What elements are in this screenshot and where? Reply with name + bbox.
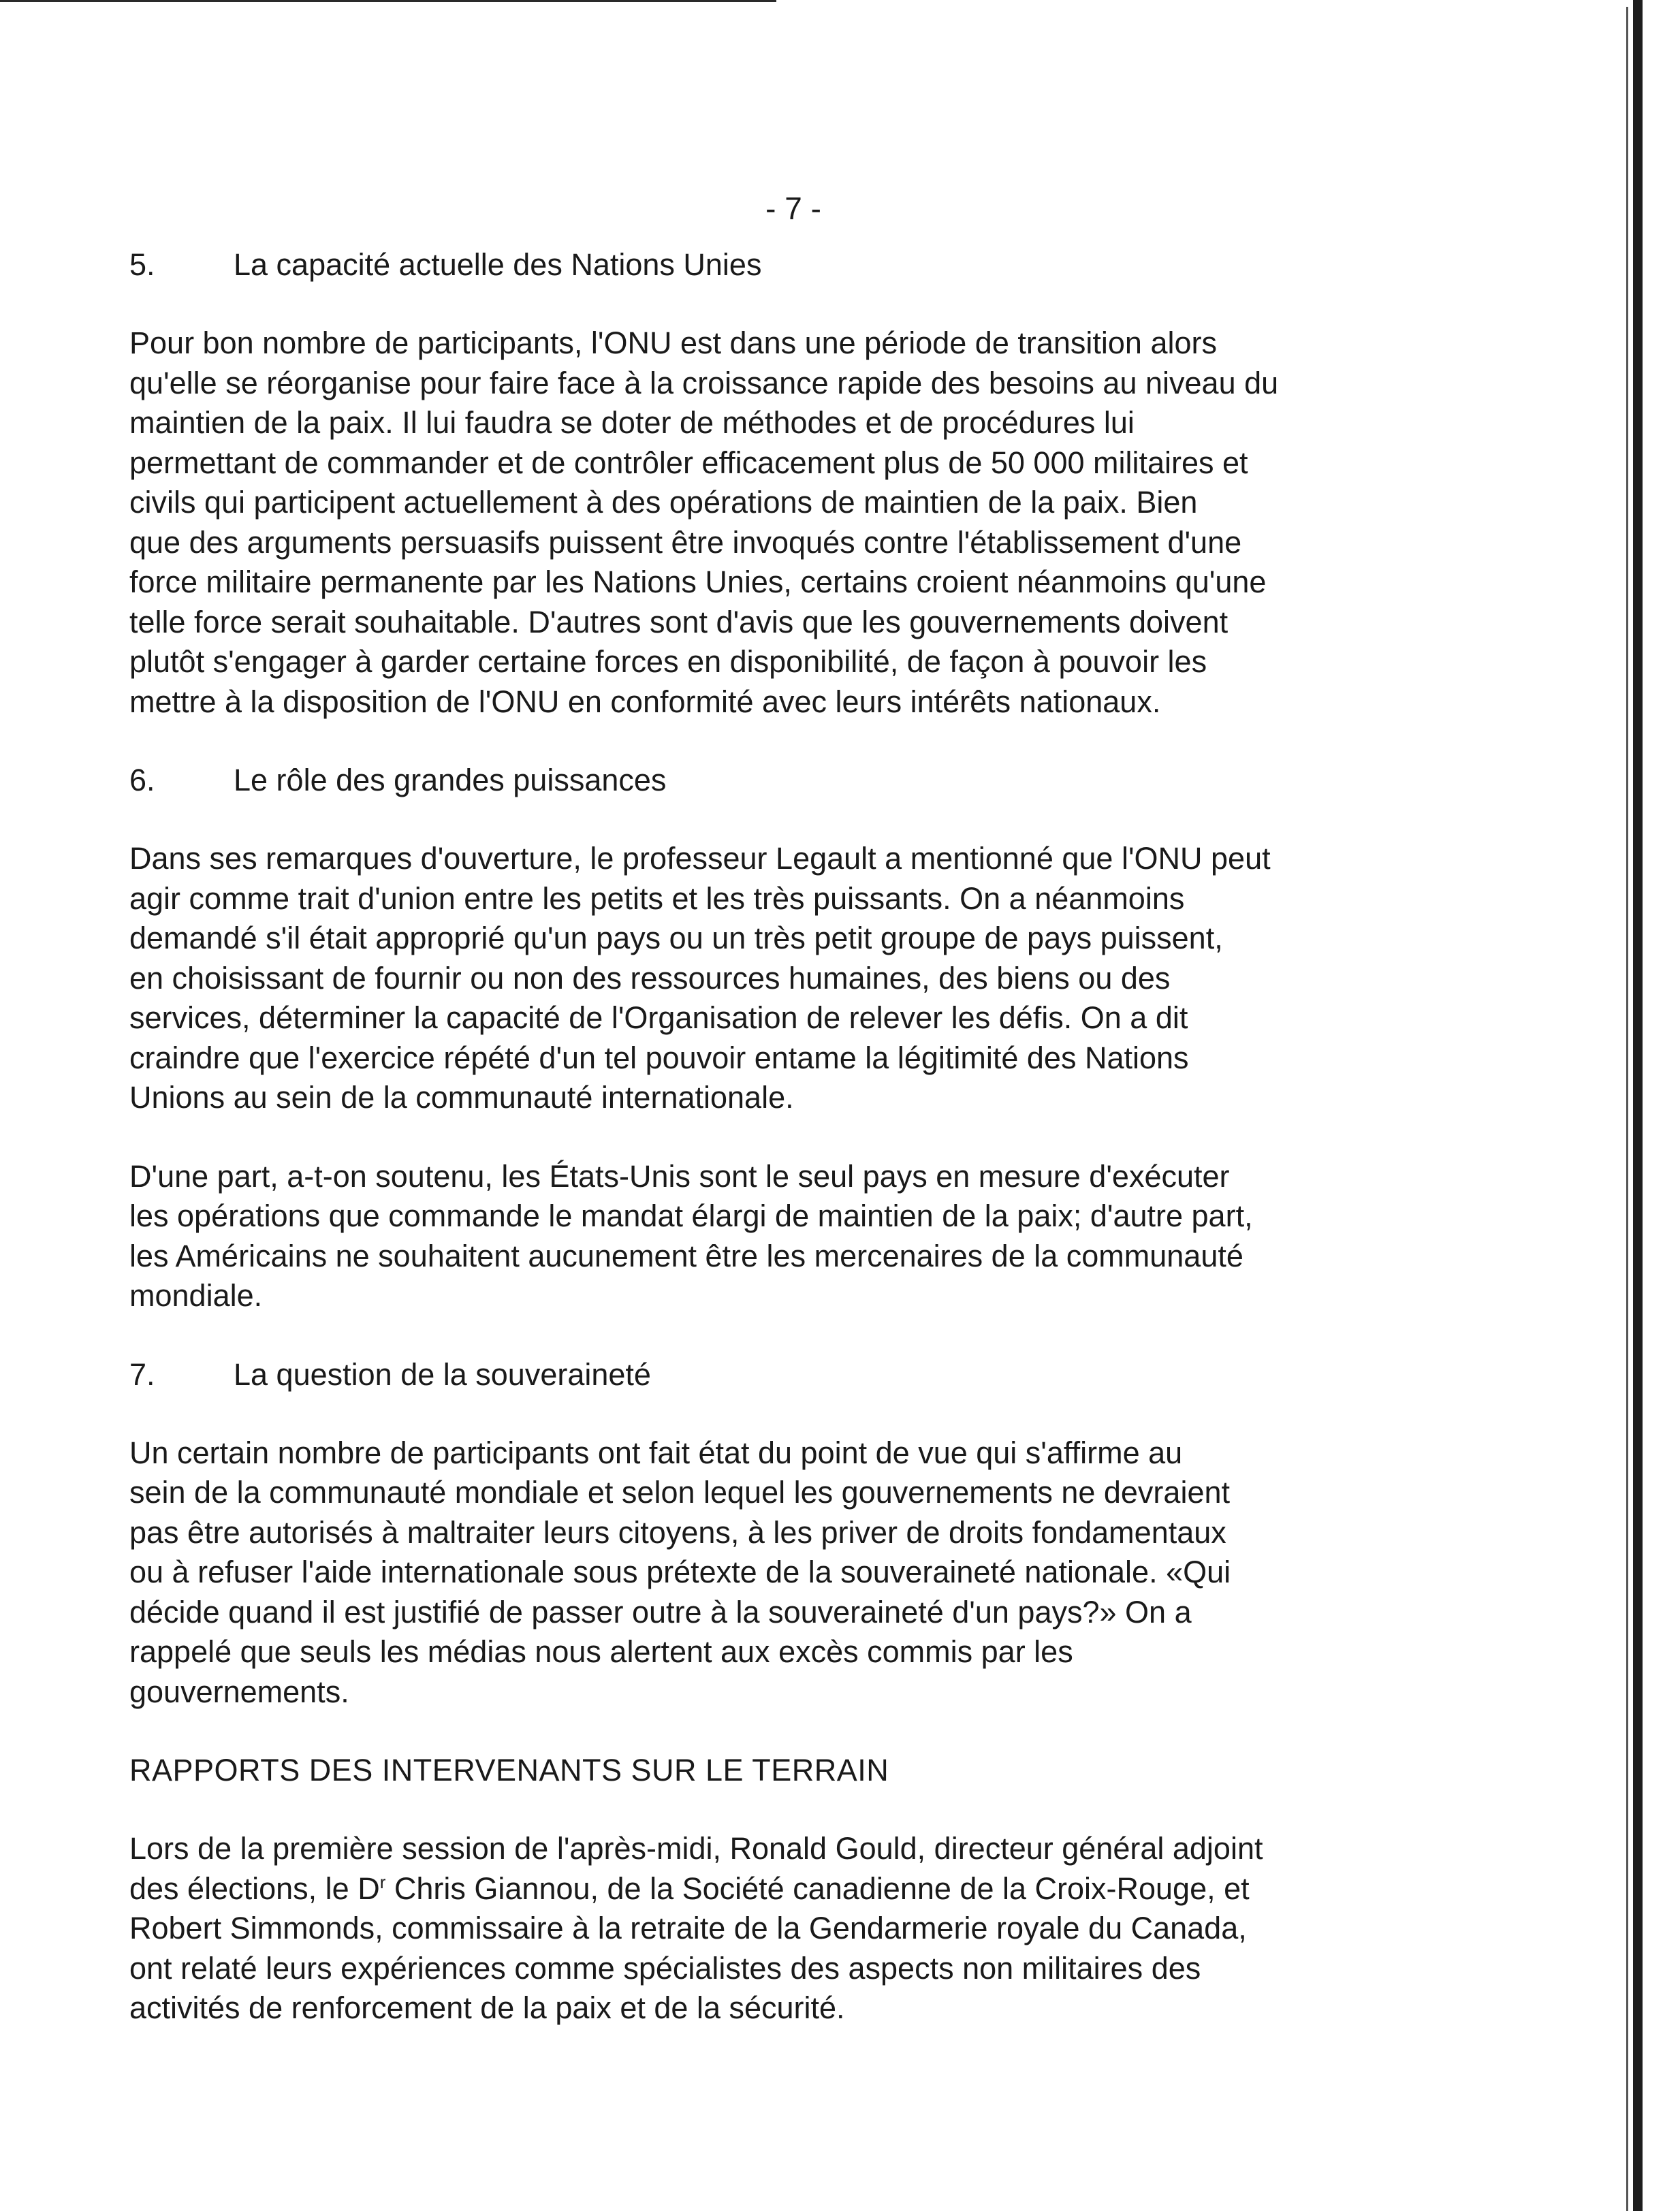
- text-line: rappelé que seuls les médias nous alertent aux excès commis par les: [129, 1634, 1073, 1669]
- text-line: activités de renforcement de la paix et de la sécurité.: [129, 1990, 845, 2025]
- text-line: Robert Simmonds, commissaire à la retraite de la Gendarmerie royale du Canada,: [129, 1911, 1247, 1945]
- text-line: mondiale.: [129, 1278, 263, 1313]
- section-title: La question de la souveraineté: [234, 1356, 651, 1392]
- text-line: agir comme trait d'union entre les petits et les très puissants. On a néanmoins: [129, 880, 1185, 916]
- paragraph: [129, 1829, 1464, 2029]
- scan-edge-top: [0, 0, 776, 2]
- paragraph: [129, 839, 1464, 1118]
- text-line: qu'elle se réorganise pour faire face à la croissance rapide des besoins au niveau du: [129, 365, 1279, 400]
- section-heading-6: [129, 761, 1464, 800]
- text-line: les opérations que commande le mandat élargi de maintien de la paix; d'autre part,: [129, 1198, 1253, 1233]
- superscript: r: [379, 1871, 386, 1892]
- text-line: que des arguments persuasifs puissent être invoqués contre l'établissement d'une: [129, 524, 1242, 560]
- section-title: La capacité actuelle des Nations Unies: [234, 247, 762, 282]
- text-line: Lors de la première session de l'après-midi, Ronald Gould, directeur général adjoint: [129, 1831, 1263, 1866]
- paragraph: [129, 1157, 1464, 1316]
- scan-edge-right: [1633, 0, 1643, 2211]
- text-line: ou à refuser l'aide internationale sous prétexte de la souveraineté nationale. «Qui: [129, 1555, 1231, 1589]
- text-line: Un certain nombre de participants ont fait état du point de vue qui s'affirme au: [129, 1435, 1183, 1470]
- text-line: ont relaté leurs expériences comme spécialistes des aspects non militaires des: [129, 1950, 1201, 1986]
- section-heading-5: [129, 245, 1464, 285]
- section-number: 6.: [129, 763, 155, 797]
- text-line: Dans ses remarques d'ouverture, le professeur Legault a mentionné que l'ONU peut: [129, 841, 1271, 876]
- text-line: plutôt s'engager à garder certaine forces en disponibilité, de façon à pouvoir les: [129, 644, 1207, 679]
- text-line: maintien de la paix. Il lui faudra se doter de méthodes et de procédures lui: [129, 405, 1135, 440]
- text-line: force militaire permanente par les Nations Unies, certains croient néanmoins qu'une: [129, 564, 1267, 599]
- text-line: mettre à la disposition de l'ONU en conformité avec leurs intérêts nationaux.: [129, 684, 1161, 719]
- text-line: sein de la communauté mondiale et selon lequel les gouvernements ne devraient: [129, 1475, 1231, 1510]
- section-title: Le rôle des grandes puissances: [234, 763, 667, 797]
- text-line: Unions au sein de la communauté internationale.: [129, 1080, 794, 1115]
- text-line: craindre que l'exercice répété d'un tel pouvoir entame la légitimité des Nations: [129, 1040, 1189, 1075]
- text-line: les Américains ne souhaitent aucunement être les mercenaires de la communauté: [129, 1238, 1243, 1273]
- text-line: telle force serait souhaitable. D'autres sont d'avis que les gouvernements doivent: [129, 604, 1229, 639]
- text-line: D'une part, a-t-on soutenu, les États-Unis sont le seul pays en mesure d'exécuter: [129, 1158, 1230, 1194]
- text-line: Pour bon nombre de participants, l'ONU est dans une période de transition alors: [129, 325, 1217, 360]
- section-number: 7.: [129, 1356, 155, 1392]
- page-number: - 7 -: [765, 191, 821, 226]
- document-body: [129, 245, 1464, 2067]
- paragraph: [129, 1433, 1464, 1713]
- text-line: en choisissant de fournir ou non des ressources humaines, des biens ou des: [129, 960, 1171, 996]
- paragraph: [129, 323, 1464, 722]
- section-heading-7: [129, 1355, 1464, 1395]
- text-line: décide quand il est justifié de passer outre à la souveraineté d'un pays?» On a: [129, 1594, 1192, 1629]
- text-line: civils qui participent actuellement à des opérations de maintien de la paix. Bien: [129, 485, 1198, 520]
- scan-edge-right-thin: [1626, 7, 1628, 2211]
- text-segment: Chris Giannou, de la Société canadienne de la Croix-Rouge, et: [385, 1871, 1250, 1906]
- major-heading: RAPPORTS DES INTERVENANTS SUR LE TERRAIN: [129, 1753, 889, 1787]
- text-line: [129, 1869, 1464, 1909]
- text-line: permettant de commander et de contrôler efficacement plus de 50 000 militaires et: [129, 445, 1248, 480]
- text-line: services, déterminer la capacité de l'Organisation de relever les défis. On a dit: [129, 1000, 1188, 1035]
- section-number: 5.: [129, 247, 155, 282]
- text-line: demandé s'il était approprié qu'un pays ou un très petit groupe de pays puissent,: [129, 921, 1223, 955]
- text-line: pas être autorisés à maltraiter leurs citoyens, à les priver de droits fondamentaux: [129, 1514, 1226, 1550]
- text-segment: des élections, le D: [129, 1871, 380, 1906]
- text-line: gouvernements.: [129, 1674, 349, 1709]
